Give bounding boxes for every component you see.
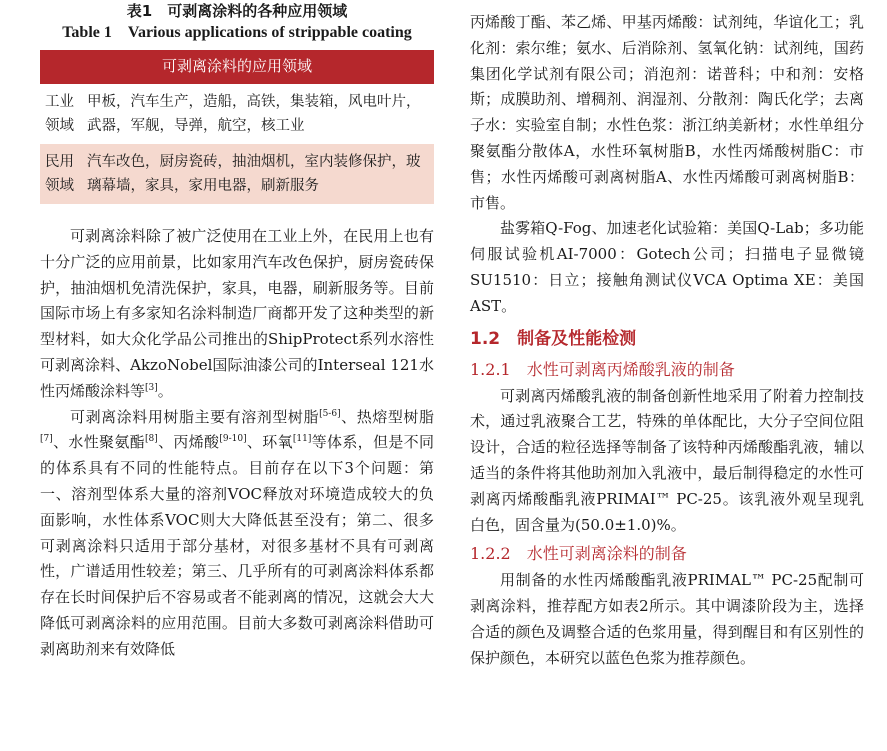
paragraph-text: 、环氧 bbox=[246, 433, 293, 452]
paragraph-text: 、热熔型树脂 bbox=[340, 407, 434, 426]
table-caption-cn: 表1 可剥离涂料的各种应用领域 bbox=[126, 2, 348, 20]
paragraph-text: 、丙烯酸 bbox=[157, 433, 220, 452]
citation: [11] bbox=[292, 434, 312, 445]
table-caption-en: Table 1 Various applications of strippable coating bbox=[62, 24, 412, 41]
paragraph-text: 可剥离涂料除了被广泛使用在工业上外，在民用上也有十分广泛的应用前景，比如家用汽车改色保护，厨房瓷砖保护，抽油烟机免清洗保护，家具，电器，刷新服务等。目前国际市场上有多家知名涂料制造厂商都开发了这种类型的新型材料，如大众化学品公司推出的ShipProtect系列水溶性可剥离涂料、AkzoNobel国际油漆公司的Interseal 121水性丙烯酸涂料等 bbox=[40, 227, 434, 400]
paragraph: 用制备的水性丙烯酸酯乳液PRIMAL™ PC-25配制可剥离涂料，推荐配方如表2所示。其中调漆阶段为主，选择合适的颜色及调整合适的色浆用量，得到醒目和有区别性的保护颜色，本研究以蓝色色浆为推荐颜色。 bbox=[470, 571, 864, 667]
table-value: 甲板，汽车生产，造船，高铁，集装箱，风电叶片，武器，军舰，导弹，航空，核工业 bbox=[87, 94, 421, 134]
paragraph-text: 。 bbox=[157, 381, 173, 400]
table-category: 工业领域 bbox=[45, 94, 74, 134]
table-value: 汽车改色，厨房瓷砖，抽油烟机，室内装修保护，玻璃幕墙，家具，家用电器，刷新服务 bbox=[87, 154, 421, 194]
paragraph-text: 、水性聚氨酯 bbox=[52, 433, 145, 452]
paragraph: 可剥离丙烯酸乳液的制备创新性地采用了附着力控制技术，通过乳液聚合工艺，特殊的单体配比，大分子空间位阻设计，合适的粒径选择等制备了该特种丙烯酸酯乳液，辅以适当的条件将其他助剂加入乳液中，最后制得稳定的水性可剥离丙烯酸酯乳液PRIMAI™ PC-25。该乳液外观呈现乳白色，固含量为(50.0±1.0)%。 bbox=[470, 386, 864, 534]
paragraph bbox=[40, 224, 434, 405]
paragraph-text: 等体系，但是不同的体系具有不同的性能特点。目前存在以下3个问题：第一、溶剂型体系大量的溶剂VOC释放对环境造成较大的负面影响，水性体系VOC则大大降低甚至没有；第二、很多可剥离涂料只适用于部分基材，对很多基材不具有可剥离性，广谱适用性较差；第三、几乎所有的可剥离涂料体系都存在长时间保护后不容易或者不能剥离的情况，这就会大大降低可剥离涂料的应用范围。目前大多数可剥离涂料借助可剥离助剂来有效降低 bbox=[40, 433, 434, 658]
paragraph bbox=[40, 405, 434, 663]
subsection-heading: 1.2.2 水性可剥离涂料的制备 bbox=[470, 544, 687, 564]
paragraph: 丙烯酸丁酯、苯乙烯、甲基丙烯酸：试剂纯，华谊化工；乳化剂：索尔维；氨水、后消除剂、氢氧化钠：试剂纯，国药集团化学试剂有限公司；消泡剂：诺普科；中和剂：安格斯；成膜助剂、增稠剂、润湿剂、分散剂：陶氏化学；去离子水：实验室自制；水性色浆：浙江纳美新材；水性单组分聚氨酯分散体A，水性环氧树脂B，水性丙烯酸树脂C：市售；水性丙烯酸可剥离树脂A、水性丙烯酸可剥离树脂B：市售。 bbox=[470, 13, 864, 212]
citation: [8] bbox=[145, 434, 158, 445]
applications-table bbox=[40, 50, 434, 204]
citation: [9-10] bbox=[219, 434, 247, 445]
table-category: 民用领域 bbox=[45, 154, 74, 194]
paragraph: 盐雾箱Q-Fog、加速老化试验箱：美国Q-Lab；多功能伺服试验机AI-7000：Gotech公司；扫描电子显微镜SU1510：日立；接触角测试仪VCA Optima XE：美国AST。 bbox=[470, 219, 864, 315]
paragraph-text: 可剥离涂料用树脂主要有溶剂型树脂 bbox=[70, 407, 320, 426]
left-column bbox=[40, 0, 434, 663]
citation: [3] bbox=[145, 382, 158, 393]
table-header: 可剥离涂料的应用领域 bbox=[40, 50, 434, 84]
table-row bbox=[40, 144, 434, 204]
table-row bbox=[40, 84, 434, 144]
right-column bbox=[470, 0, 864, 672]
citation: [5-6] bbox=[319, 408, 341, 419]
citation: [7] bbox=[40, 434, 53, 445]
subsection-heading: 1.2.1 水性可剥离丙烯酸乳液的制备 bbox=[470, 359, 735, 379]
section-heading: 1.2 制备及性能检测 bbox=[470, 328, 637, 349]
